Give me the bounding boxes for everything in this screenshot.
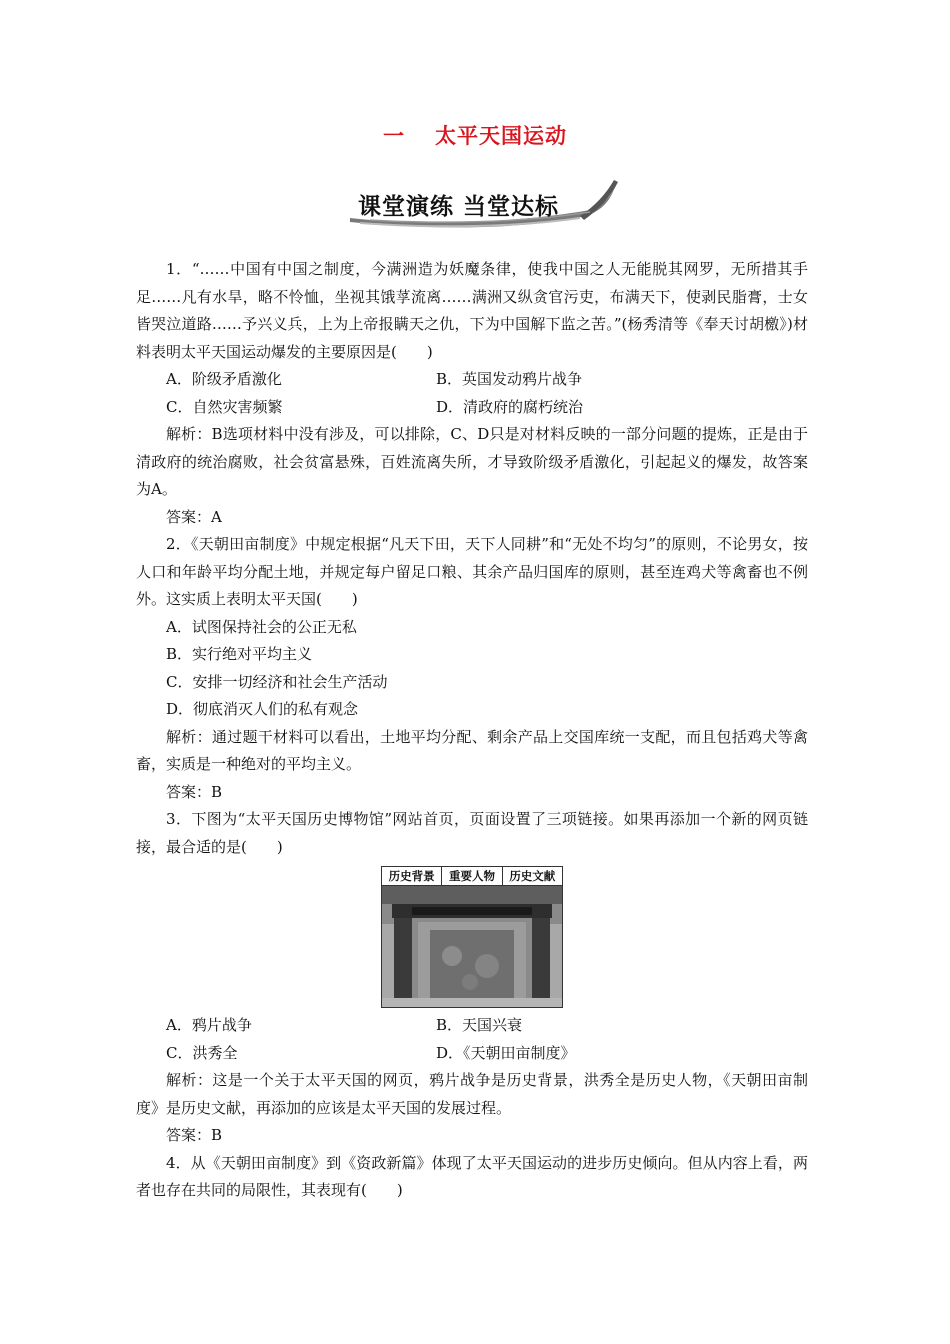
q3-stem: 3．下图为“太平天国历史博物馆”网站首页，页面设置了三项链接。如果再添加一个新的网页链接，最合适的是( ) (136, 810, 808, 856)
q4-stem: 4．从《天朝田亩制度》到《资政新篇》体现了太平天国运动的进步历史倾向。但从内容上看，两者也存在共同的局限性，其表现有( ) (136, 1153, 808, 1199)
q2-option-b: B．实行绝对平均主义 (166, 645, 313, 663)
figure-link-figures: 重要人物 (442, 867, 502, 885)
question-content (136, 256, 808, 1205)
q1-option-b: B．英国发动鸦片战争 (436, 370, 583, 388)
q1-analysis: 解析：B选项材料中没有涉及，可以排除，C、D只是对材料反映的一部分问题的提炼，正是由于清政府的统治腐败，社会贫富悬殊，百姓流离失所，才导致阶级矛盾激化，引起起义的爆发，故答案为A。 (136, 425, 808, 498)
q3-options-row-1 (136, 1012, 808, 1040)
q3-analysis: 解析：这是一个关于太平天国的网页，鸦片战争是历史背景，洪秀全是历史人物，《天朝田亩制度》是历史文献，再添加的应该是太平天国的发展过程。 (136, 1071, 808, 1117)
q2-option-a: A．试图保持社会的公正无私 (166, 617, 357, 636)
q3-option-b: B．天国兴衰 (436, 1016, 523, 1034)
q1-stem: 1．“……中国有中国之制度，今满洲造为妖魔条律，使我中国之人无能脱其网罗，无所措其手足……凡有水旱，略不怜恤，坐视其饿莩流离……满洲又纵贪官污吏，布满天下，使剥民脂膏，士女皆哭泣道路……予兴义兵，上为上帝报瞒天之仇，下为中国解下监之苦。”(杨秀清等《奉天讨胡檄》)材料表明太平天国运动爆发的主要原因是( ) (136, 260, 808, 361)
lesson-number: 一 (383, 124, 405, 148)
q2-analysis: 解析：通过题干材料可以看出，土地平均分配、剩余产品上交国库统一支配，而且包括鸡犬等禽畜，实质是一种绝对的平均主义。 (136, 727, 808, 773)
q1-option-d: D．清政府的腐朽统治 (436, 397, 584, 416)
q3-option-a: A．鸦片战争 (166, 1016, 252, 1034)
q1-option-c: C．自然灾害频繁 (166, 397, 283, 416)
figure-link-background: 历史背景 (382, 867, 442, 885)
q2-stem: 2．《天朝田亩制度》中规定根据“凡天下田，天下人同耕”和“无处不均匀”的原则，不论男女，按人口和年龄平均分配土地，并规定每户留足口粮、其余产品归国库的原则，甚至连鸡犬等禽畜也不例外。这实质上表明太平天国( ) (136, 535, 808, 608)
q2-option-d: D．彻底消灭人们的私有观念 (166, 700, 359, 718)
lesson-title-text: 太平天国运动 (435, 124, 567, 148)
q2-option-c: C．安排一切经济和社会生产活动 (166, 672, 388, 691)
figure-nav-links (382, 867, 562, 886)
figure-link-documents: 历史文献 (509, 869, 556, 883)
q3-figure-wrap (136, 861, 808, 1012)
q1-options-row-2 (136, 394, 808, 422)
q3-answer: 答案：B (166, 1126, 223, 1144)
museum-gate-photo (382, 886, 562, 1007)
q1-answer: 答案：A (166, 507, 222, 526)
q1-option-a: A．阶级矛盾激化 (166, 370, 282, 388)
q3-options-row-2 (136, 1040, 808, 1068)
q1-options-row-1 (136, 366, 808, 394)
museum-website-figure (381, 866, 563, 1008)
q3-option-d: D．《天朝田亩制度》 (436, 1043, 576, 1062)
q3-option-c: C．洪秀全 (166, 1043, 238, 1062)
section-banner (340, 176, 620, 232)
section-banner-text: 课堂演练 当堂达标 (358, 194, 560, 220)
lesson-title (0, 120, 950, 150)
q2-answer: 答案：B (166, 782, 223, 801)
